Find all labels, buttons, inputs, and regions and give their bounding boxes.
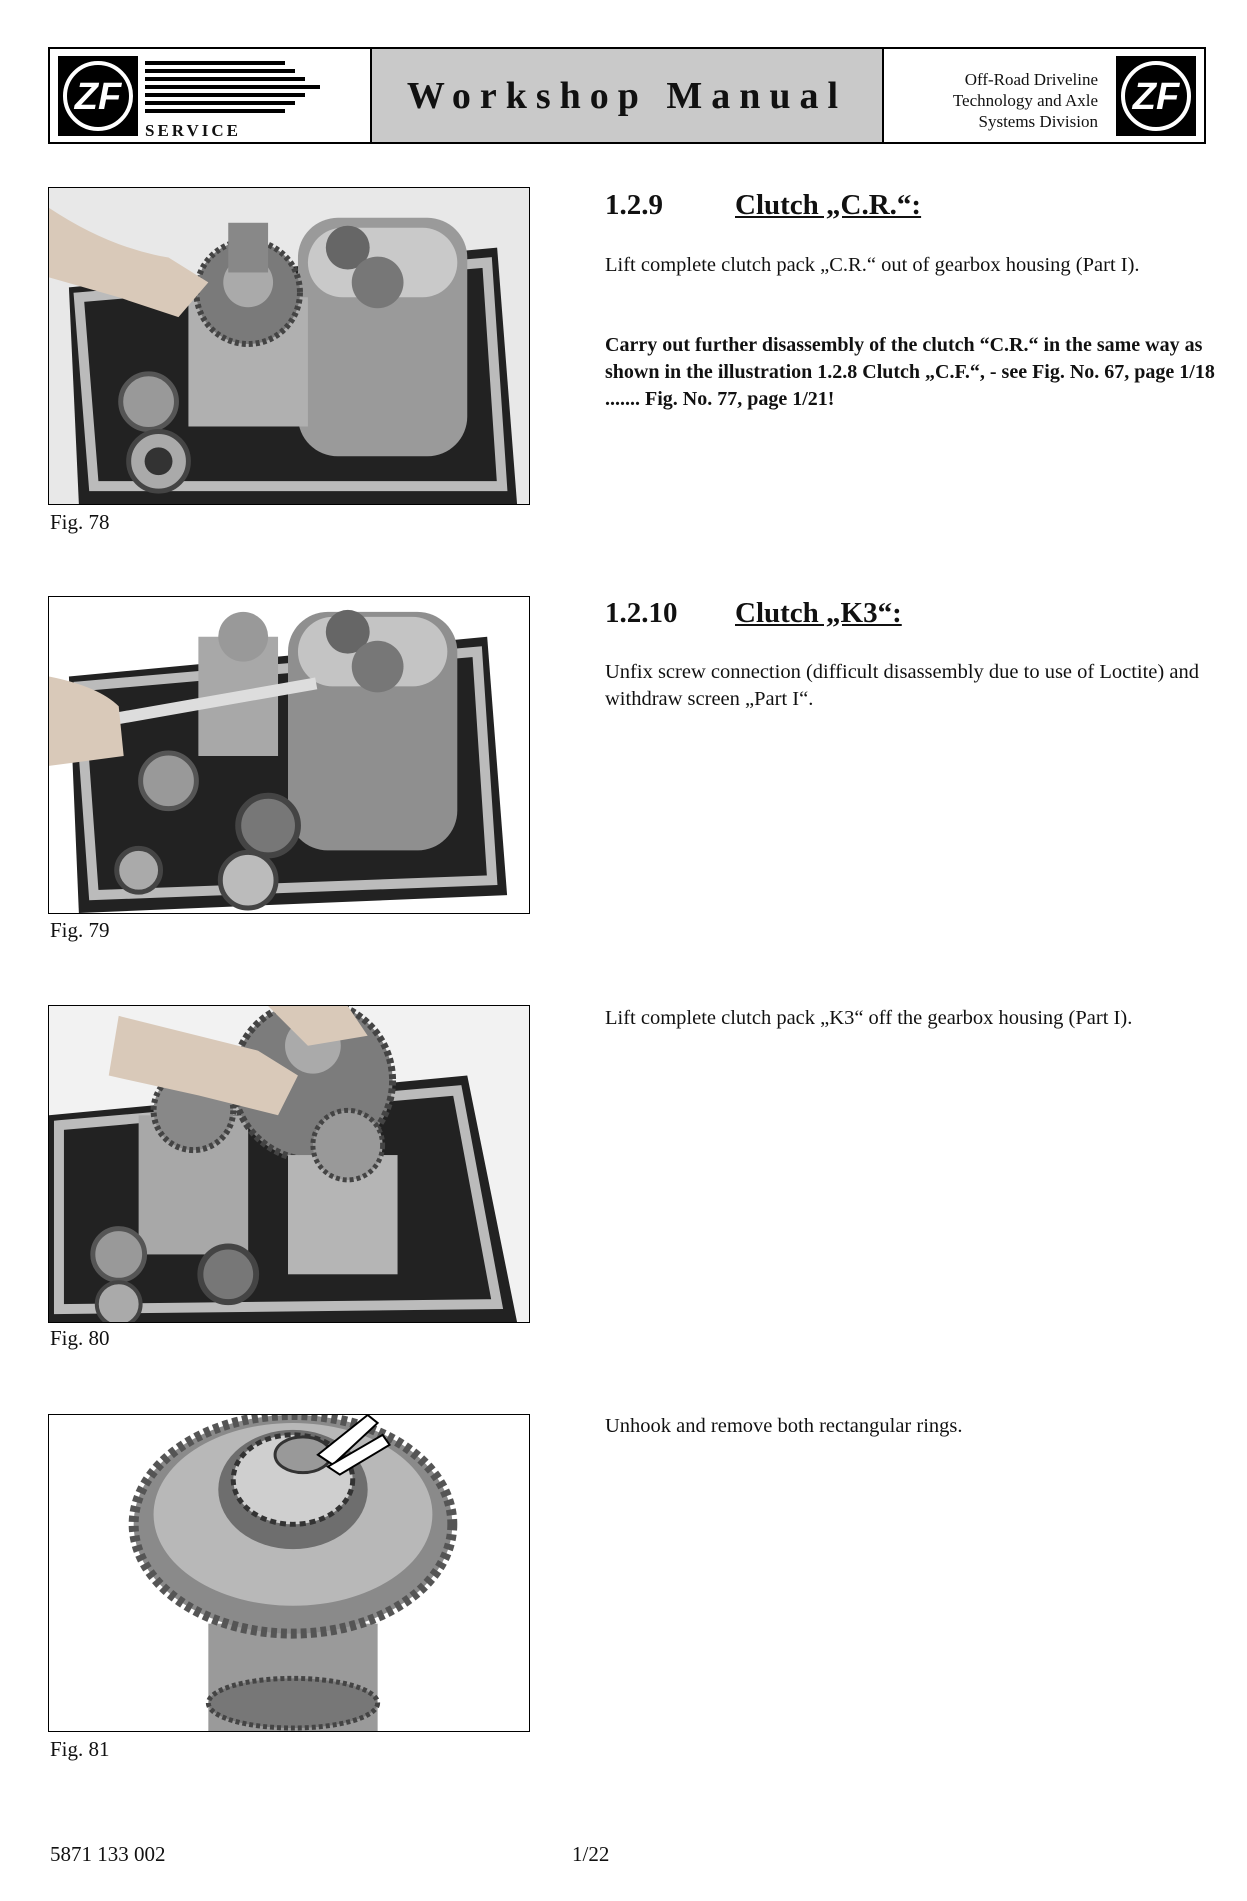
division-line-2: Technology and Axle	[952, 91, 1098, 110]
page-header	[48, 47, 1206, 144]
figure-80-caption: Fig. 80	[50, 1326, 110, 1350]
section-1-2-9-heading	[605, 189, 921, 222]
section-number: 1.2.9	[605, 189, 663, 221]
figure-79-caption: Fig. 79	[50, 918, 110, 942]
figure-81-caption: Fig. 81	[50, 1737, 110, 1761]
division-line-3: Systems Division	[978, 112, 1098, 131]
svg-text:ZF: ZF	[1132, 76, 1180, 118]
service-stripes-icon	[145, 59, 345, 117]
section-1-2-9-text: Lift complete clutch pack „C.R.“ out of gearbox housing (Part I).	[605, 254, 1140, 276]
step-rectangular-rings-text: Unhook and remove both rectangular rings.	[605, 1415, 963, 1437]
section-number: 1.2.10	[605, 597, 678, 629]
page-number: 1/22	[572, 1842, 610, 1866]
section-title: Clutch „K3“:	[735, 597, 902, 629]
zf-service-brand	[50, 49, 372, 142]
page-title: Workshop Manual	[406, 74, 848, 117]
section-title: Clutch „C.R.“:	[735, 189, 922, 221]
figure-80-photo	[48, 1005, 530, 1323]
section-1-2-10-text: Unfix screw connection (difficult disassembly due to use of Loctite) and withdraw screen „Part I“.	[605, 661, 1199, 710]
figure-78-caption: Fig. 78	[50, 510, 110, 534]
section-1-2-9-note: Carry out further disassembly of the clutch “C.R.“ in the same way as shown in the illustration 1.2.8 Clutch „C.F.“, - see Fig. No. 67, page 1/18 ....... Fig. No. 77, page 1/21!	[605, 334, 1215, 410]
document-number: 5871 133 002	[50, 1842, 166, 1866]
zf-logo-icon	[1116, 56, 1196, 136]
header-title-cell	[372, 49, 884, 142]
section-1-2-10-heading	[605, 597, 902, 630]
division-line-1: Off-Road Driveline	[964, 70, 1098, 89]
figure-81-photo	[48, 1414, 530, 1732]
step-k3-lift-text: Lift complete clutch pack „K3“ off the gearbox housing (Part I).	[605, 1007, 1133, 1029]
figure-78-photo	[48, 187, 530, 505]
figure-79-photo	[48, 596, 530, 914]
svg-text:ZF: ZF	[74, 76, 122, 118]
division-text	[953, 69, 1098, 132]
zf-logo-icon	[58, 56, 138, 136]
division-cell	[884, 49, 1204, 142]
service-label: SERVICE	[145, 121, 241, 140]
